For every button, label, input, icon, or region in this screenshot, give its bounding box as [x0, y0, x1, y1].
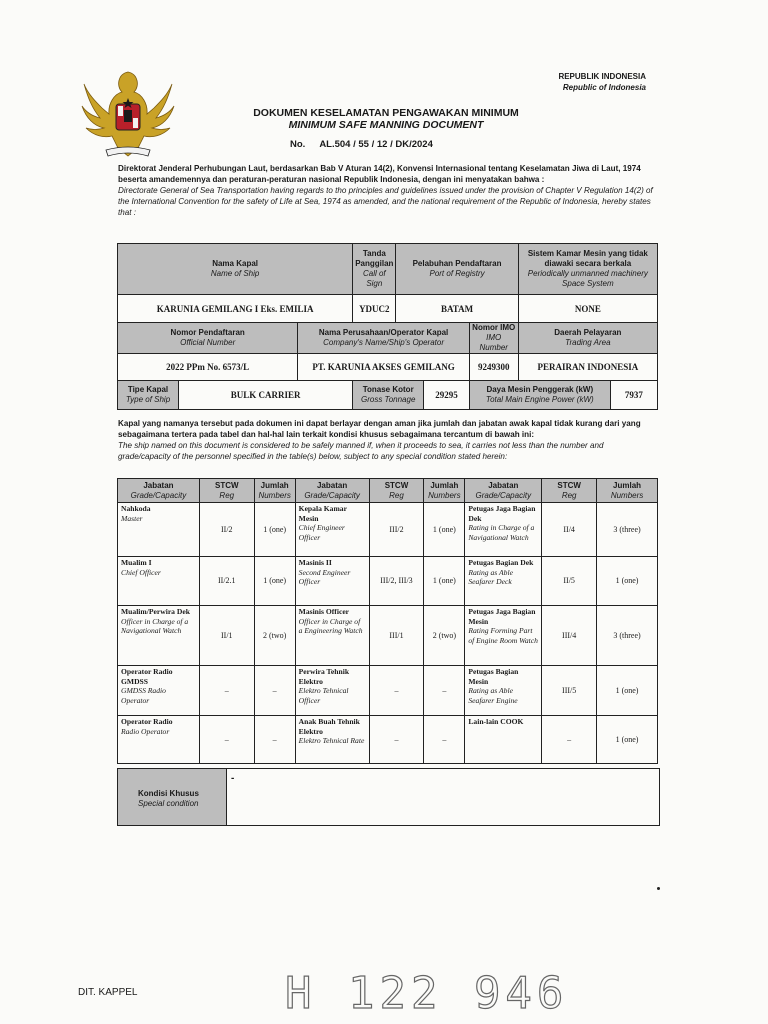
imo-value: 9249300 — [469, 354, 518, 381]
republic-en: Republic of Indonesia — [562, 83, 646, 92]
crew-position: Mualim I Chief Officer — [118, 557, 200, 606]
crew-position: Kepala Kamar Mesin Chief Engineer Officer — [295, 503, 369, 557]
stcw-header: STCW Reg — [542, 479, 597, 503]
garuda-emblem-icon — [78, 64, 178, 164]
crew-number: – — [254, 666, 295, 716]
crew-stcw: II/5 — [542, 557, 597, 606]
port-value: BATAM — [396, 295, 518, 323]
engine-power-cell — [469, 381, 657, 410]
special-condition-value: - — [231, 773, 235, 784]
crew-position: Nahkoda Master — [118, 503, 200, 557]
crew-position: Mualim/Perwira Dek Officer in Charge of a Navigational Watch — [118, 606, 200, 666]
scan-speck — [657, 887, 660, 890]
intro-en: Directorate General of Sea Transportation having regards to tho principles and guidelines issued under the provision of Chapter V Regulation 14(2) of the International Convention for the safety of Life at Sea, 1974 as amended, and the national requirement of the Republic of Indonesia, hereby states that : — [118, 186, 653, 217]
crew-stcw: II/1 — [199, 606, 254, 666]
crew-stcw: III/5 — [542, 666, 597, 716]
numbers-header: Jumlah Numbers — [254, 479, 295, 503]
ship-name-header: Nama Kapal Name of Ship — [118, 244, 353, 295]
crew-number: – — [424, 666, 465, 716]
crew-stcw: – — [369, 666, 424, 716]
crew-header-row — [118, 479, 658, 503]
engine-power-value: 7937 — [624, 390, 643, 400]
grade-header: Jabatan Grade/Capacity — [465, 479, 542, 503]
crew-stcw: III/2 — [369, 503, 424, 557]
crew-row — [118, 557, 658, 606]
crew-row — [118, 666, 658, 716]
statement-en: The ship named on this document is considered to be safely manned if, when it proceeds to sea, it carries not less than the number and grade/capacity of the personnel specified in the table(s) below, subject to any special condition stated herein: — [118, 441, 604, 461]
crew-table — [117, 478, 658, 764]
grade-header: Jabatan Grade/Capacity — [118, 479, 200, 503]
gross-tonnage-cell — [353, 381, 470, 410]
gross-tonnage-value: 29295 — [435, 390, 458, 400]
crew-stcw: II/4 — [542, 503, 597, 557]
ums-header: Sistem Kamar Mesin yang tidak diawaki secara berkala Periodically unmanned machinery Space System — [518, 244, 657, 295]
grade-header: Jabatan Grade/Capacity — [295, 479, 369, 503]
crew-number: 1 (one) — [597, 716, 658, 764]
title-en: MINIMUM SAFE MANNING DOCUMENT — [288, 119, 484, 131]
stcw-header: STCW Reg — [199, 479, 254, 503]
footer-office: DIT. KAPPEL — [78, 987, 138, 998]
crew-number: – — [424, 716, 465, 764]
ship-type-header: Tipe Kapal Type of Ship — [118, 381, 179, 409]
crew-number: 1 (one) — [254, 503, 295, 557]
crew-stcw: III/2, III/3 — [369, 557, 424, 606]
document-number — [290, 139, 433, 150]
port-header: Pelabuhan Pendaftaran Port of Registry — [396, 244, 518, 295]
document-number-value: AL.504 / 55 / 12 / DK/2024 — [319, 139, 433, 150]
republic-id: REPUBLIK INDONESIA — [558, 72, 646, 81]
crew-stcw: – — [542, 716, 597, 764]
special-condition-label: Kondisi Khusus Special condition — [118, 769, 227, 825]
call-sign-value: YDUC2 — [353, 295, 396, 323]
crew-stcw: II/2.1 — [199, 557, 254, 606]
engine-power-header: Daya Mesin Penggerak (kW) Total Main Engine Power (kW) — [470, 381, 611, 409]
crew-position: Perwira Tehnik Elektro Elektro Tehnical Officer — [295, 666, 369, 716]
crew-position: Anak Buah Tehnik Elektro Elektro Tehnical Rate — [295, 716, 369, 764]
crew-number: 1 (one) — [424, 503, 465, 557]
numbers-header: Jumlah Numbers — [424, 479, 465, 503]
crew-stcw: III/1 — [369, 606, 424, 666]
ship-particulars-table — [117, 243, 658, 410]
trading-area-value: PERAIRAN INDONESIA — [518, 354, 657, 381]
ship-type-value: BULK CARRIER — [230, 390, 301, 400]
serial-number: H 122 946 — [285, 968, 569, 1019]
special-condition-box — [117, 768, 660, 826]
crew-stcw: II/2 — [199, 503, 254, 557]
company-header: Nama Perusahaan/Operator Kapal Company's Name/Ship's Operator — [298, 323, 469, 354]
crew-stcw: III/4 — [542, 606, 597, 666]
crew-number: 3 (three) — [597, 503, 658, 557]
crew-position: Masinis Officer Officer in Charge of a Engineering Watch — [295, 606, 369, 666]
crew-number: 1 (one) — [254, 557, 295, 606]
official-number-header: Nomor Pendaftaran Official Number — [118, 323, 298, 354]
crew-position: Lain-lain COOK — [465, 716, 542, 764]
crew-position: Masinis II Second Engineer Officer — [295, 557, 369, 606]
crew-position: Petugas Bagian Mesin Rating as Able Seafarer Engine — [465, 666, 542, 716]
crew-position: Petugas Bagian Dek Rating as Able Seafarer Deck — [465, 557, 542, 606]
crew-position: Operator Radio Radio Operator — [118, 716, 200, 764]
crew-position: Operator Radio GMDSS GMDSS Radio Operator — [118, 666, 200, 716]
crew-number: 2 (two) — [254, 606, 295, 666]
crew-number: 2 (two) — [424, 606, 465, 666]
safe-manning-statement — [118, 418, 658, 462]
crew-stcw: – — [369, 716, 424, 764]
crew-number: 1 (one) — [424, 557, 465, 606]
crew-row — [118, 503, 658, 557]
crew-stcw: – — [199, 716, 254, 764]
crew-row — [118, 716, 658, 764]
intro-id: Direktorat Jenderal Perhubungan Laut, berdasarkan Bab V Aturan 14(2), Konvensi Internasional tentang Keselamatan Jiwa di Laut, 1974 beserta amandemennya dan peraturan-peraturan nasional Republik Indonesia, dengan ini menyatakan bahwa : — [118, 164, 641, 184]
title-id: DOKUMEN KESELAMATAN PENGAWAKAN MINIMUM — [253, 107, 519, 119]
gross-tonnage-header: Tonase Kotor Gross Tonnage — [353, 381, 424, 409]
statement-id: Kapal yang namanya tersebut pada dokumen ini dapat berlayar dengan aman jika jumlah dan jabatan awak kapal tidak kurang dari yang sebagaimana tertera pada tabel dan hal-hal lain terkait kondisi khusus sebagaimana tercantum di bawah ini: — [118, 419, 641, 439]
crew-number: – — [254, 716, 295, 764]
ship-name-value: KARUNIA GEMILANG I Eks. EMILIA — [118, 295, 353, 323]
document-title — [200, 107, 572, 131]
company-value: PT. KARUNIA AKSES GEMILANG — [298, 354, 469, 381]
ship-type-cell — [118, 381, 353, 410]
crew-row — [118, 606, 658, 666]
official-number-value: 2022 PPm No. 6573/L — [118, 354, 298, 381]
crew-number: 3 (three) — [597, 606, 658, 666]
crew-stcw: – — [199, 666, 254, 716]
trading-area-header: Daerah Pelayaran Trading Area — [518, 323, 657, 354]
crew-number: 1 (one) — [597, 666, 658, 716]
intro-paragraph — [118, 163, 658, 218]
crew-position: Petugas Jaga Bagian Mesin Rating Forming Part of Engine Room Watch — [465, 606, 542, 666]
numbers-header: Jumlah Numbers — [597, 479, 658, 503]
stcw-header: STCW Reg — [369, 479, 424, 503]
crew-position: Petugas Jaga Bagian Dek Rating in Charge of a Navigational Watch — [465, 503, 542, 557]
call-sign-header: Tanda Panggilan Call of Sign — [353, 244, 396, 295]
ums-value: NONE — [518, 295, 657, 323]
document-number-label: No. — [290, 139, 306, 150]
republic-heading — [558, 71, 646, 93]
crew-number: 1 (one) — [597, 557, 658, 606]
imo-header: Nomor IMO IMO Number — [469, 323, 518, 354]
